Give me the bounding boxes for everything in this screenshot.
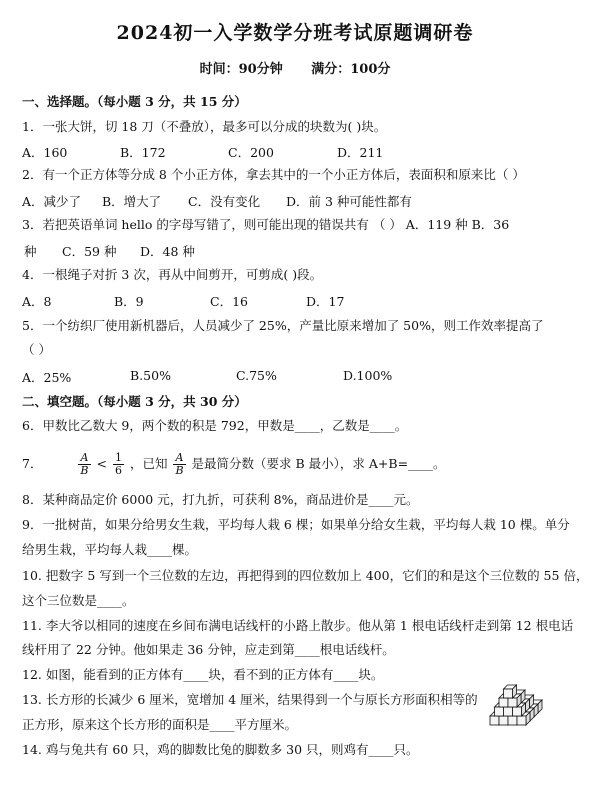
q10-text-cont: 这个三位数是____。 [22, 593, 135, 608]
q3-text: 3．若把英语单词 hello 的字母写错了，则可能出现的错误共有 （ ） A．119 种 B．36 [22, 217, 510, 232]
q4-text: 4．一根绳子对折 3 次，再从中间剪开，可剪成( )段。 [22, 267, 323, 282]
q7-text [22, 448, 446, 484]
q4-option-d: D．17 [306, 294, 345, 309]
q4-option-a: A．8 [22, 294, 52, 309]
q2-option-c: C．没有变化 [188, 194, 261, 209]
fraction-a-over-b-2: $\frac{A}{B}$ [175, 451, 184, 477]
exam-time: 时间：90分钟 [199, 62, 283, 77]
q5-text-cont: （ ） [22, 342, 51, 357]
q3-option-c: C．59 种 [62, 244, 117, 259]
q4-option-c: C．16 [210, 294, 248, 309]
q1-text: 1．一张大饼，切 18 刀（不叠放），最多可以分成的块数为( )块。 [22, 119, 387, 134]
q1-option-d: D．211 [337, 145, 384, 160]
q7-known: ，已知 [129, 456, 168, 471]
q2-option-b: B．增大了 [102, 194, 162, 209]
section2-heading: 二、填空题。（每小题 3 分，共 30 分） [22, 394, 247, 409]
exam-meta [0, 58, 590, 77]
q11-text: 11. 李大爷以相同的速度在乡间布满电话线杆的小路上散步。他从第 1 根电话线杆走到第 12 根电话 [22, 618, 574, 633]
q1-option-a: A．160 [22, 145, 68, 160]
q14-text: 14. 鸡与兔共有 60 只，鸡的脚数比兔的脚数多 30 只，则鸡有____只。 [22, 742, 419, 757]
q4-option-b: B．9 [114, 294, 144, 309]
cube [504, 685, 517, 698]
q5-option-d: D.100% [343, 368, 393, 383]
q5-option-c: C.75% [236, 368, 277, 383]
q1-option-b: B．172 [120, 145, 166, 160]
q2-option-a: A．减少了 [22, 194, 82, 209]
stacked-cubes-figure [486, 664, 570, 728]
q13-text-cont: 正方形，原来这个长方形的面积是____平方厘米。 [22, 717, 298, 732]
q7-rest: 是最简分数（要求 B 最小），求 A+B=____。 [191, 456, 446, 471]
q7-number: 7． [22, 456, 43, 471]
page-title: 2024初一入学数学分班考试原题调研卷 [116, 22, 474, 44]
fraction-one-sixth: $\frac{1}{6}$ [114, 451, 122, 477]
q11-text-cont: 线杆用了 22 分钟。他如果走 36 分钟，应走到第____根电话线杆。 [22, 642, 395, 657]
q2-text: 2．有一个正方体等分成 8 个小正方体，拿去其中的一个小正方体后，表面积和原来比（ ） [22, 167, 525, 182]
q10-text: 10. 把数字 5 写到一个三位数的左边，再把得到的四位数加上 400，它们的和是这个三位数的 55 倍， [22, 568, 589, 583]
q12-text: 12. 如图，能看到的正方体有____块，看不到的正方体有____块。 [22, 667, 384, 682]
q3-option-b-tail: 种 [24, 244, 37, 259]
q3-option-d: D．48 种 [140, 244, 195, 259]
less-than-sign: < [96, 456, 107, 471]
fraction-a-over-b: $\frac{A}{B}$ [80, 451, 89, 477]
q13-text: 13. 长方形的长减少 6 厘米，宽增加 4 厘米，结果得到一个与原长方形面积相等的 [22, 692, 478, 707]
q5-text: 5．一个纺织厂使用新机器后，人员减少了 25%，产量比原来增加了 50%，则工作效率提高了 [22, 318, 544, 333]
q9-text-cont: 给男生栽，平均每人栽____棵。 [22, 542, 198, 557]
q8-text: 8．某种商品定价 6000 元，打九折，可获利 8%，商品进价是____元。 [22, 492, 419, 507]
q6-text: 6．甲数比乙数大 9，两个数的积是 792，甲数是____，乙数是____。 [22, 418, 408, 433]
exam-score: 满分：100分 [311, 62, 391, 77]
q1-option-c: C．200 [228, 145, 274, 160]
q5-option-b: B.50% [130, 368, 171, 383]
q2-option-d: D．前 3 种可能性都有 [286, 194, 412, 209]
q5-option-a: A．25% [22, 370, 72, 385]
q9-text: 9．一批树苗，如果分给男女生栽，平均每人栽 6 棵；如果单分给女生栽，平均每人栽 10 棵。单分 [22, 517, 570, 532]
section1-heading: 一、选择题。（每小题 3 分，共 15 分） [22, 94, 247, 109]
